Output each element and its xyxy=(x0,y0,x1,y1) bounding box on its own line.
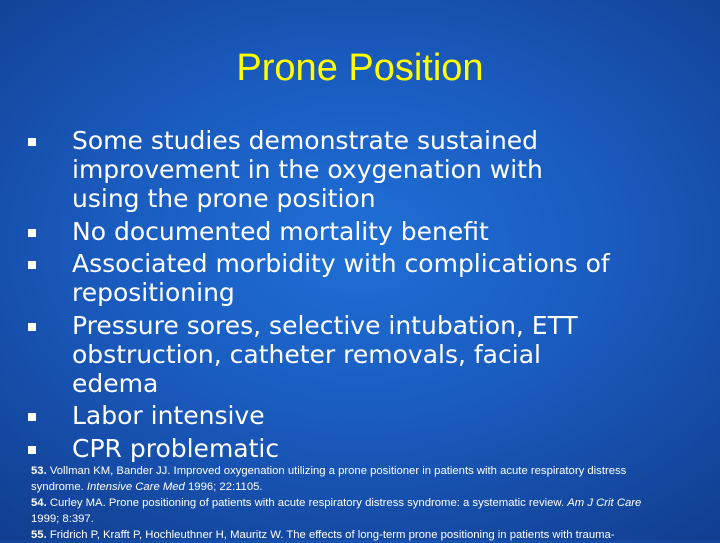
square-bullet-icon xyxy=(28,413,36,421)
bullet-text-line: Associated morbidity with complications of xyxy=(72,249,610,278)
bullet-text-line: edema xyxy=(72,368,159,398)
bullet-text-line: obstruction, catheter removals, facial xyxy=(72,339,541,369)
bullet-text-line: Labor intensive xyxy=(72,401,265,430)
square-bullet-icon xyxy=(28,261,36,269)
reference-line xyxy=(31,495,696,511)
square-bullet-icon xyxy=(28,323,36,331)
reference-text: syndrome. xyxy=(31,481,87,493)
list-item xyxy=(28,217,698,246)
references xyxy=(31,463,696,543)
bullet-text xyxy=(72,311,698,398)
bullet-text-line: Pressure sores, selective intubation, ETT xyxy=(72,310,578,340)
bullet-text-line: improvement in the oxygenation with xyxy=(72,155,543,184)
bullet-text-line: using the prone position xyxy=(72,184,376,213)
reference-text: Fridrich P, Krafft P, Hochleuthner H, Mauritz W. The effects of long-term prone positioning in patients with trauma- xyxy=(49,529,615,541)
list-item xyxy=(28,401,698,430)
reference-text: Curley MA. Prone positioning of patients with acute respiratory distress syndrome: a systematic review. xyxy=(49,497,568,509)
reference-journal: Intensive Care Med xyxy=(86,481,185,493)
reference-text: Vollman KM, Bander JJ. Improved oxygenation utilizing a prone positioner in patients with acute respiratory distress xyxy=(49,465,627,477)
square-bullet-icon xyxy=(28,229,36,237)
reference-number: 53. xyxy=(31,465,47,477)
reference-line xyxy=(31,463,696,479)
bullet-list xyxy=(28,126,698,466)
bullet-text xyxy=(72,217,698,246)
reference-line xyxy=(31,479,696,495)
reference-line xyxy=(31,527,696,543)
square-bullet-icon xyxy=(28,446,36,454)
reference-text: 1999; 8:397. xyxy=(31,513,94,525)
bullet-text-line: Some studies demonstrate sustained xyxy=(72,126,539,155)
reference-text: 1996; 22:1105. xyxy=(184,481,263,493)
bullet-text xyxy=(72,401,698,430)
bullet-text-line: No documented mortality benefit xyxy=(72,216,489,246)
bullet-text xyxy=(72,434,698,463)
list-item xyxy=(28,311,698,398)
bullet-text xyxy=(72,126,698,213)
list-item xyxy=(28,126,698,213)
list-item xyxy=(28,434,698,463)
slide-title: Prone Position xyxy=(236,47,484,89)
reference-number: 55. xyxy=(31,529,47,541)
reference-journal: Am J Crit Care xyxy=(567,497,642,509)
reference-line xyxy=(31,511,696,527)
bullet-text-line: CPR problematic xyxy=(72,433,280,463)
bullet-text xyxy=(72,249,698,307)
bullet-text-line: repositioning xyxy=(72,278,235,307)
reference-number: 54. xyxy=(31,497,47,509)
square-bullet-icon xyxy=(28,138,36,146)
list-item xyxy=(28,249,698,307)
